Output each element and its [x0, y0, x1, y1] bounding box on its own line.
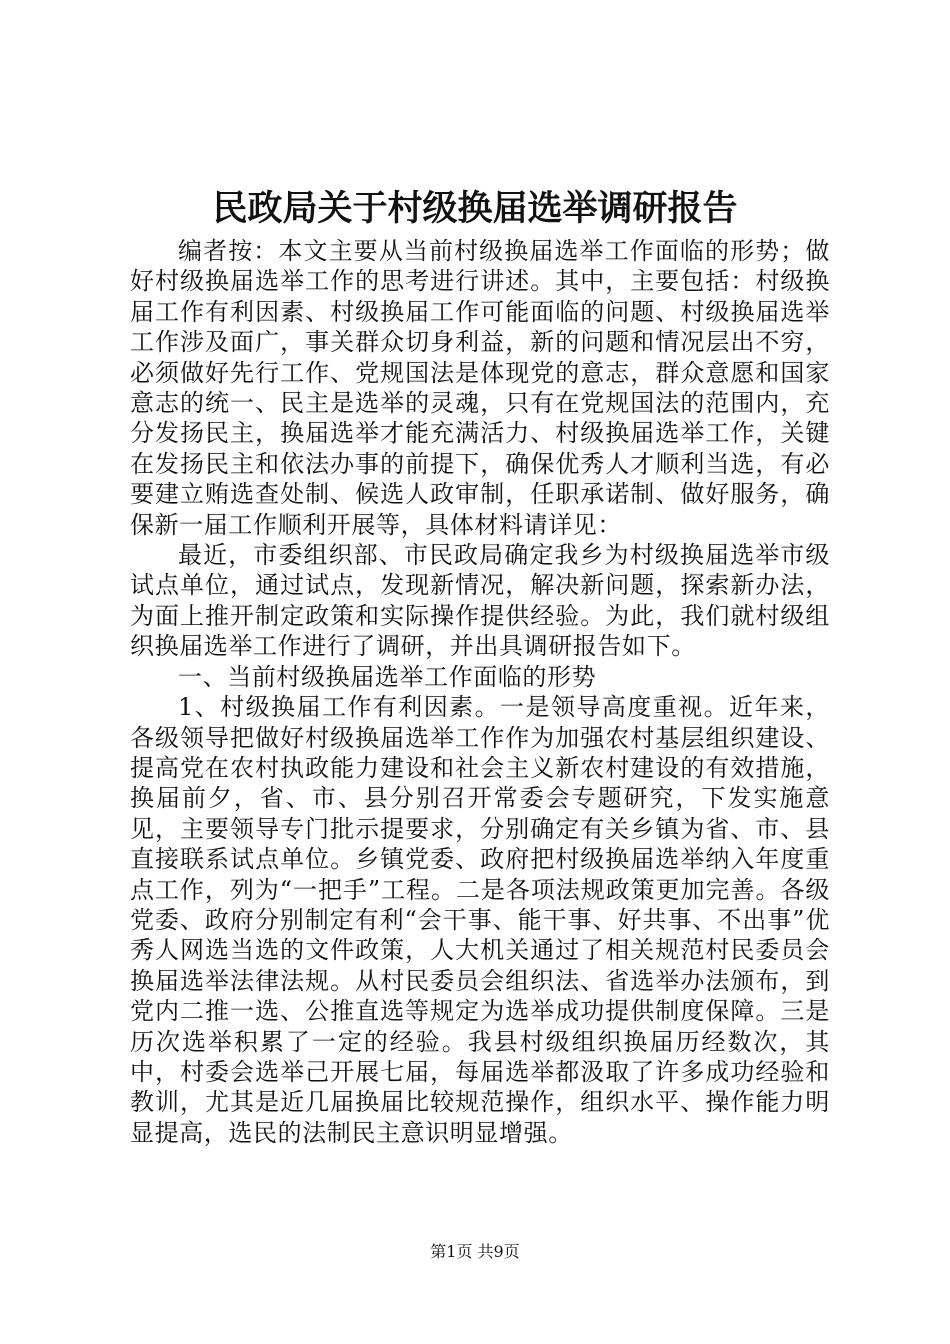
section-heading: 一、当前村级换届选举工作面临的形势: [178, 662, 597, 691]
document-body: [130, 236, 830, 1148]
editor-note-paragraph: 编者按：本文主要从当前村级换届选举工作面临的形势；做好村级换届选举工作的思考进行讲述。其中，主要包括：村级换届工作有利因素、村级换届工作可能面临的问题、村级换届选举工作涉及面广，事关群众切身利益，新的问题和情况层出不穷，必须做好先行工作、党规国法是体现党的意志，群众意愿和国家意志的统一、民主是选举的灵魂，只有在党规国法的范围内，充分发扬民主，换届选举才能充满活力、村级换届选举工作，关键在发扬民主和依法办事的前提下，确保优秀人才顺利当选，有必要建立贿选查处制、候选人政审制，任职承诺制、做好服务，确保新一届工作顺利开展等，具体材料请详见：: [130, 237, 830, 539]
section-1-paragraph: 1、村级换届工作有利因素。一是领导高度重视。近年来，各级领导把做好村级换届选举工作作为加强农村基层组织建设、提高党在农村执政能力建设和社会主义新农村建设的有效措施，换届前夕，省、市、县分别召开常委会专题研究，下发实施意见，主要领导专门批示提要求，分别确定有关乡镇为省、市、县直接联系试点单位。乡镇党委、政府把村级换届选举纳入年度重点工作，列为“一把手”工程。二是各项法规政策更加完善。各级党委、政府分别制定有利“会干事、能干事、好共事、不出事”优秀人网选当选的文件政策，人大机关通过了相关规范村民委员会换届选举法律法规。从村民委员会组织法、省选举办法颁布，到党内二推一选、公推直选等规定为选举成功提供制度保障。三是历次选举积累了一定的经验。我县村级组织换届历经数次，其中，村委会选举己开展七届，每届选举都汲取了许多成功经验和教训，尤其是近几届换届比较规范操作，组织水平、操作能力明显提高，选民的法制民主意识明显增强。: [130, 693, 830, 1147]
page-footer: 第1页 共9页: [430, 1242, 520, 1261]
document-title: 民政局关于村级换届选举调研报告: [212, 188, 738, 229]
intro-paragraph: 最近，市委组织部、市民政局确定我乡为村级换届选举市级试点单位，通过试点，发现新情况，解决新问题，探索新办法，为面上推开制定政策和实际操作提供经验。为此，我们就村级组织换届选举工作进行了调研，并出具调研报告如下。: [130, 541, 830, 661]
